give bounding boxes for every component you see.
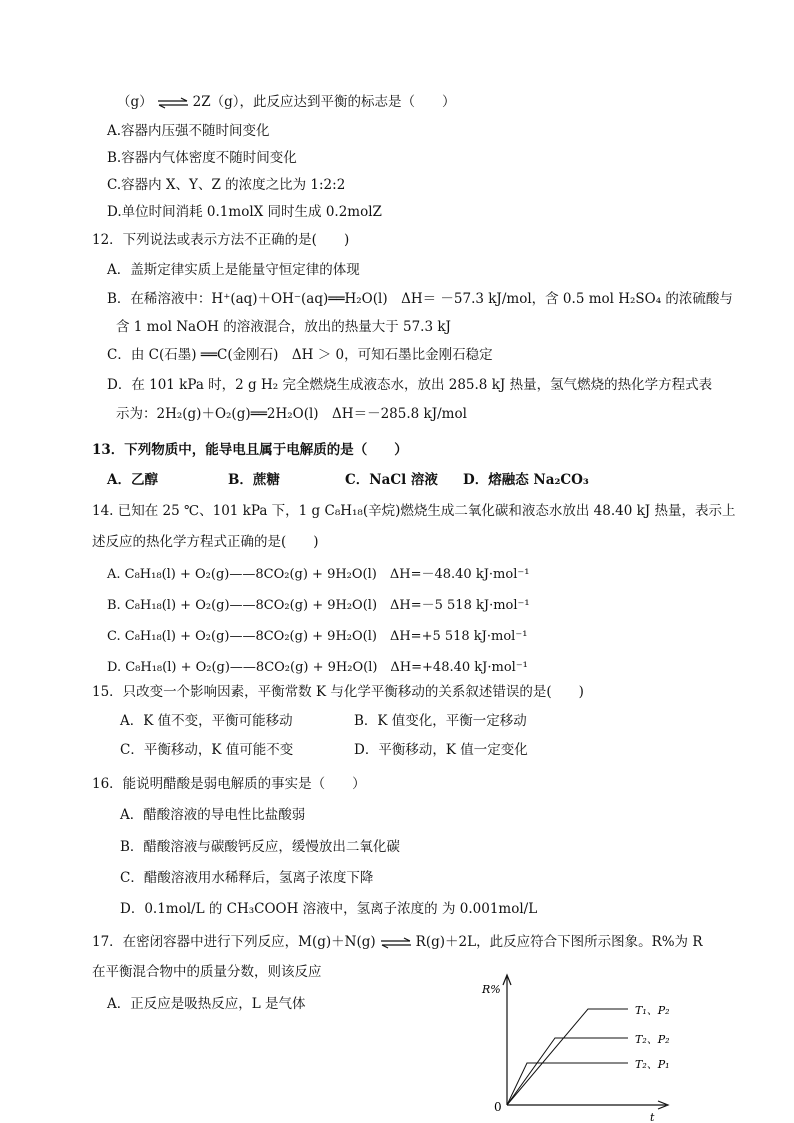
q15-stem: 15．只改变一个影响因素，平衡常数 K 与化学平衡移动的关系叙述错误的是( ) <box>92 684 584 700</box>
q11-option-a: A.容器内压强不随时间变化 <box>107 123 270 139</box>
curve-t1-p2 <box>507 1009 628 1105</box>
curve-label-t2-p2: T₂、P₂ <box>635 1033 670 1046</box>
q13-stem: 13．下列物质中，能导电且属于电解质的是（ ） <box>92 442 408 458</box>
q11-cont-pre: （g） <box>117 94 153 110</box>
q16-option-b: B．醋酸溶液与碳酸钙反应，缓慢放出二氧化碳 <box>120 839 400 855</box>
q11-option-d: D.单位时间消耗 0.1molX 同时生成 0.2molZ <box>107 204 382 220</box>
q12-option-b-line1: B．在稀溶液中：H⁺(aq)＋OH⁻(aq)══H₂O(l) ΔH＝ －57.3 kJ/mol，含 0.5 mol H₂SO₄ 的浓硫酸与 <box>107 291 733 307</box>
q12-option-c: C．由 C(石墨) ══C(金刚石) ΔH ＞ 0，可知石墨比金刚石稳定 <box>107 347 493 363</box>
q12-option-d-line1: D．在 101 kPa 时，2 g H₂ 完全燃烧生成液态水，放出 285.8 kJ 热量，氢气燃烧的热化学方程式表 <box>107 377 713 393</box>
q11-option-b: B.容器内气体密度不随时间变化 <box>107 150 297 166</box>
q11-cont-post: 2Z（g），此反应达到平衡的标志是（ ） <box>192 94 456 110</box>
curve-label-t2-p1: T₂、P₁ <box>635 1058 670 1071</box>
q13-option-c: C．NaCl 溶液 <box>345 472 438 488</box>
q15-option-d: D．平衡移动，K 值一定变化 <box>354 742 528 758</box>
curve-t2-p2 <box>507 1038 628 1105</box>
q16-option-a: A．醋酸溶液的导电性比盐酸弱 <box>120 807 306 823</box>
q13-option-a: A．乙醇 <box>107 472 158 488</box>
q16-option-d: D．0.1mol/L 的 CH₃COOH 溶液中，氢离子浓度的 为 0.001mol/L <box>120 901 538 917</box>
q17-stem-post: R(g)＋2L，此反应符合下图所示图象。R%为 R <box>415 934 703 950</box>
q17-stem-line2: 在平衡混合物中的质量分数，则该反应 <box>92 964 322 980</box>
q14-option-a: A. C₈H₁₈(l) + O₂(g)——8CO₂(g) + 9H₂O(l) ΔH=－48.40 kJ·mol⁻¹ <box>107 567 530 582</box>
q12-stem: 12．下列说法或表示方法不正确的是( ) <box>92 232 350 248</box>
q15-option-b: B．K 值变化，平衡一定移动 <box>354 713 527 729</box>
q12-option-b-line2: 含 1 mol NaOH 的溶液混合，放出的热量大于 57.3 kJ <box>116 319 451 335</box>
equilibrium-arrow-icon <box>157 97 189 109</box>
curve-label-t1-p2: T₁、P₂ <box>635 1004 670 1017</box>
q14-option-b: B. C₈H₁₈(l) + O₂(g)——8CO₂(g) + 9H₂O(l) ΔH=－5 518 kJ·mol⁻¹ <box>107 598 530 613</box>
x-axis-label: t <box>650 1111 655 1123</box>
origin-label: 0 <box>494 1100 502 1114</box>
q12-option-a: A．盖斯定律实质上是能量守恒定律的体现 <box>107 262 360 278</box>
q11-option-c: C.容器内 X、Y、Z 的浓度之比为 1:2:2 <box>107 177 346 193</box>
q15-option-a: A．K 值不变，平衡可能移动 <box>120 713 293 729</box>
q13-option-d: D．熔融态 Na₂CO₃ <box>463 472 589 488</box>
equilibrium-arrow-icon <box>380 937 412 949</box>
y-axis-label: R% <box>482 983 501 996</box>
q14-option-d: D. C₈H₁₈(l) + O₂(g)——8CO₂(g) + 9H₂O(l) ΔH=+48.40 kJ·mol⁻¹ <box>107 660 528 675</box>
q14-stem-line2: 述反应的热化学方程式正确的是( ) <box>92 534 319 550</box>
q16-stem: 16．能说明醋酸是弱电解质的事实是（ ） <box>92 776 366 792</box>
q14-option-c: C. C₈H₁₈(l) + O₂(g)——8CO₂(g) + 9H₂O(l) ΔH=+5 518 kJ·mol⁻¹ <box>107 629 528 644</box>
q17-stem <box>92 932 703 952</box>
q13-option-b: B．蔗糖 <box>228 472 280 488</box>
q15-option-c: C．平衡移动，K 值可能不变 <box>120 742 294 758</box>
q11-continuation <box>117 92 456 112</box>
q14-stem-line1: 14. 已知在 25 ℃、101 kPa 下，1 g C₈H₁₈(辛烷)燃烧生成二氧化碳和液态水放出 48.40 kJ 热量，表示上 <box>92 503 736 519</box>
q17-stem-pre: 17．在密闭容器中进行下列反应，M(g)＋N(g) <box>92 934 376 950</box>
q12-option-d-line2: 示为：2H₂(g)＋O₂(g)══2H₂O(l) ΔH＝－285.8 kJ/mol <box>116 406 467 422</box>
q17-option-a: A．正反应是吸热反应，L 是气体 <box>107 996 306 1012</box>
r-percent-graph <box>470 965 680 1123</box>
q16-option-c: C．醋酸溶液用水稀释后，氢离子浓度下降 <box>120 870 374 886</box>
